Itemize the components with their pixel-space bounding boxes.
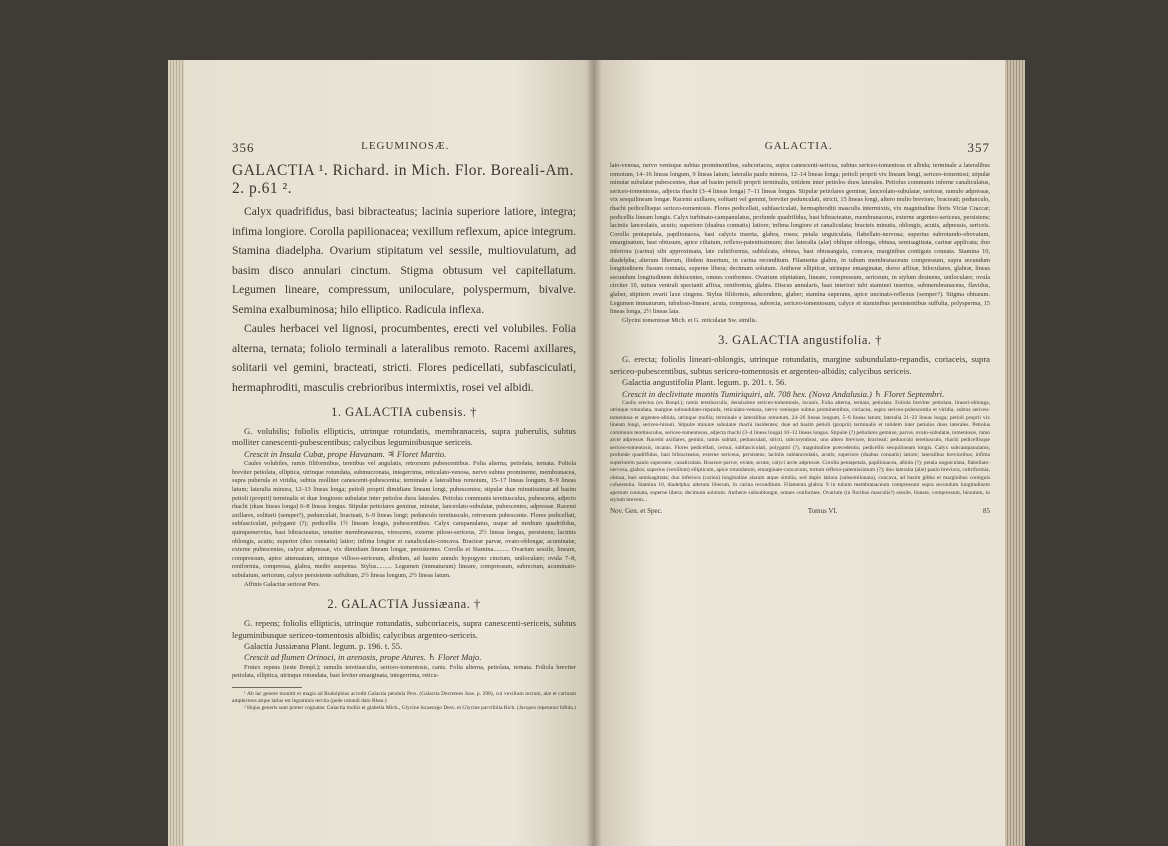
page-footer xyxy=(610,507,990,515)
species-2-heading: 2. GALACTIA Jussiæana. † xyxy=(327,597,481,612)
footer-signature: 85 xyxy=(982,506,990,515)
left-page xyxy=(184,60,594,846)
right-running-title: GALACTIA. xyxy=(764,140,833,152)
genus-description: Calyx quadrifidus, basi bibracteatus; lacinia superiore latiore, integra; infima longiore. Corolla papilionacea; vexillum reflexum, apice integrum. Stamina diadelpha. Ovarium stipitatum vel sessile, multiovulatum, ad basim disco annulari cinctum. Stigma obtusum vel capitellatum. Legumen lineare, compressum, uniloculare, polyspermum, bivalve. Semina exalbuminosa; hilo elliptico. Radicula inflexa. xyxy=(232,205,576,316)
page-edges-right xyxy=(1005,60,1025,846)
right-page-number: 357 xyxy=(967,140,990,155)
footnote-rule xyxy=(232,687,302,688)
footer-volume: Tomus VI. xyxy=(807,506,838,515)
right-page xyxy=(594,60,1005,846)
species-1-description: Caules volubiles, ramis filiformibus, teretibus vel angulatis, retrorsum pubescentibus. Folia alterna, petiolata, ternata. Foliola breviter petiolata, elliptica, utrinque rotundata, submucronata, integerrima, reticulato-venosa, nervo subtus prominente, membranacea, supra puberula et viridia, subtus molliter canescenti-pubescentia; terminale a lateralibus remotum, 15–17 lineas longum, 8–9 lineas latum; lateralia minora, 12–13 lineas longa; petioli proprii dimidiam lineam longi, pubescentes; stipulæ duæ minutissimæ ad basim petioli (proprii) terminalis et duæ longiores subulatæ inter petiolos duos laterales. Petiolus communis teretiusculus, pubescens, adjecto rhachi (duas lineas longa) 6–8 lineas longus. Stipulæ petiolares geminæ, minutæ, lanceolato-subulatæ, pubescentes, adpressæ. Racemi axillares, solitarii (semper?), pedunculati, bracteati, 6–9 lineas longi; pedunculo teretiusculo, retrorsum pubescente. Flores pedicellati, subfasciculati, polygami (?); pedicellis 1½ lineam longis, pubescentibus. Calyx campanulatus, usque ad medium quadrifidus, quinquenervius, basi bibracteatus, tenuiter membranaceus, virescens, externe piloso-sericeus, 2½ lineas longus, persistens; laciniis oblongis, acutis; superior (duo connatis) latior; infima longior et canaliculato-concava. Bracteæ parvæ, ovato-oblongæ, acuminatæ, externe pubescentes, calyce adpressæ, vix dimidiam lineam longæ, persistentes. Corolla et Stamina.......... Ovarium sessile, lineare, compressum, apice attenuatum, utrinque villoso-sericeum, albidum, ad basim annulo hypogyno cinctum, uniloculare; ovula 7–8, reniformia, compressa, glabra, medio suspensa. Stylus.......... Legumen (immaturum) lineare, compressum, subrectum, acuminato-subulatum, sericeum, calyce persistente suffultum, 2½ lineas longum, 2½ lineas latum. xyxy=(232,460,576,579)
species-1-heading: 1. GALACTIA cubensis. † xyxy=(331,405,477,419)
page-edges-left xyxy=(168,60,184,846)
footnote-2: ² Hujus generis sunt præter cognatas: Galactia mollis et glabella Mich., Glycine lucaenrgo Desv. et Glycine parvifolia Rich. (Jacques repetunur bifida.) xyxy=(244,705,576,712)
species-2-synonym: Galactia Jussiæana Plant. legum. p. 196. t. 55. xyxy=(244,640,403,651)
species-3-synonym: Galactia angustifolia Plant. legum. p. 201. t. 56. xyxy=(622,377,787,388)
species-2-affinity: Glycini tomentosæ Mich. et G. reticulatæ Sw. similis. xyxy=(622,316,758,324)
species-3-description: Caulis erectus (ex Bonpl.); ramis teretiusculis, densissime sericeo-tomentosis, incanis. Folia alterna, ternata, petiolata. Foliola breviter petiolata, lineari-oblonga, utrinque rotundata, margine subundulato-repanda, reticulato-venosa, nervo venisque subtus prominentibus, coriacea, supra sericeo-pubescentia et viridia, subtus sericeo-tomentosa et argenteo-albida, utrinque mollia; terminale a lateralibus remotum, 24–26 lineas longum, 5–6 lineas latum; lateralia 21–22 lineas longa; petioli proprii vix lineam longi, sericeo-hirsuti. Stipulæ minutæ subulatæ rhachi insidentes; duæ ad basim petioli (proprii) terminalis et totidem inter petiolos duos laterales. Petiolus communis teretiusculus, sericeo-tomentosus, adjecta rhachi (3–4 lineas longa) 10–12 lineas longus. Stipulæ (?) petiolares geminæ, parvæ, ovato-subulatæ, tomentosæ, ramo arcte adpressæ. Racemi axillares, gemini, ramis sublati, pedunculati, stricti, subcorymbosi, uno altero breviore, bracteati; pedunculo teretiusculo, rhachi pedicellisque sericeo-tomentosis, incanis. Flores pedicellati, cernui, subfasciculati, polygami (?), magnitudine præcedentis; pedicellis sesquilineam longis. Calyx subcampanulatus, profunde quadrifidus, basi bibracteatus, externe sericeus, persistens; laciniis sublanceolatis, acutis; superiore (duabus connatis) latiore; lateralibus brevioribus; infima superiorem paulo superante, canaliculata. Bracteæ parvæ, ovatæ, acutæ, calyci arcte adpressæ. Corolla pentapetala, papilionacea, albida (?); petala unguiculata, flabellato-nervosa, glabra; superius (vexillum) ellipticum, apice rotundatum, emarginato-concavum, tortum reflexo-patentissimum (?); duo lateralia (alæ) paulo breviora, cultriformia, obtusa, basi semisagittata; duo inferiora (carina) longitudine alarum atque similia, sed duplo latiora (subsemilunata), concava, ad basim gibba et marginibus contiguis cohærentia. Stamina 10, diadelpha; alterum liberum, in carina reconditum. Filamenta glabra; 9 in tubum membranaceum compressum supra secundum longitudinem apertum connata, superne libera; decimum solutum. Antheræ subsublongæ, omnes conformes. Ovarium (in floribus masculis?) sessile, lineare, compressum, hirsutum, in stylum brevem... xyxy=(610,399,990,504)
genus-title: GALACTIA ¹. Richard. in Mich. Flor. Boreali-Am. 2. p.61 ². xyxy=(232,162,574,197)
left-running-title: LEGUMINOSÆ. xyxy=(361,140,450,152)
footnote-1: ¹ Ab lac genere monitit et magis ad Rudolphias accedit Galactia pendula Pers. (Galactia Decremes Juss. p. 298), cui vexillum rectum, alæ et carinam amplectens atque latius est leguminis terctia (pede rotundi dato Rhea.) xyxy=(232,690,576,705)
species-3-locality: Crescit in declivitate montis Tumiriquiri, alt. 708 hex. (Nova Andalusia.) ♄ Floret Septembri. xyxy=(622,388,945,399)
species-2-locality: Crescit ad flumen Orinoci, in arenosis, prope Atures. ♄ Floret Majo. xyxy=(244,652,482,663)
species-1-diagnosis: G. volubilis; foliolis ellipticis, utrinque rotundatis, membranaceis, supra puberulis, subtus molliter canescenti-pubescentibus; calycibus leguminibusque sericeis. xyxy=(232,426,576,448)
left-page-number: 356 xyxy=(232,140,255,155)
book-gutter xyxy=(586,60,602,846)
species-3-heading: 3. GALACTIA angustifolia. † xyxy=(718,333,882,348)
right-page-content xyxy=(610,140,990,515)
right-running-head xyxy=(610,140,990,156)
species-2-description-cont: lato-venosa, nervo venisque subtus prominentibus, subcoriacea, supra canescenti-sericea, subtus sericeo-tomentosa et albida; terminale a lateralibus remotum, 14–16 lineas longum, 9 lineas latum; lateralia paulo minora, 12–14 lineas longa; petioli proprii vix lineam longi, sericeo-tomentosi; stipulæ minutæ subulatæ pubescentes, duæ ad basim petioli proprii terminalis, totidem inter petiolos duos laterales. Petiolus communis inferne canaliculatus, sericeo-tomentosus, adjecta rhachi (3–4 lineas longa) 7–11 lineas longus. Stipulæ petiolares geminæ, lanceolato-subulatæ, sericeæ, ramulo adpressæ, vix sesquilineam longæ. Racemi axillares, solitarii vel gemini, breviter pedunculati, stricti, 15 lineas longi, altero multo breviore, bracteati; pedunculo, rhachi pedicellisque sericeo-tomentosis. Flores pedicellati, subfasciculati, hermaphroditi masculis intermixtis, vix magnitudine floris Viciæ Craccæ; pedicellis lineam longis. Calyx turbinato-campanulatus, profunde quadrifidus, basi bibracteatus, membranaceus, externe argenteo-sericeus, persistens; laciniis lanceolatis, acutis; superiore (duabus connatis) latiore; infima longiore et canaliculata; bracteis minutis, oblongis, acutis, adpressis, sericeis. Corolla pentapetala, papilionacea, basi calycis inserta, glabra, rosea; petala unguiculata, flabellato-nervosa; superius subrotundo-obovatum, emarginatum, basi obtusum, apice ciliatum, reflexo-patentissimum; duo lateralia (alæ) oblique oblonga, obtusa, semisagittata, carinæ applicata; duo inferiora (carina) sibi approximata, late cultriformia, subfalcata, obtusa, basi obtusangula, concava, marginibus contiguis connata. Stamina 10, diadelpha; alterum liberum, ibidem insertum, in carina reconditum. Filamenta glabra, in tubum membranaceum compressum, supra secundum longitudinem fissum connata, superne libera; decimum solutum. Antheræ ellipticæ, utrinque emarginatæ, dorso affixæ, biloculares, glabræ, lineas secundum longitudinem dehiscentes, omnes conformes. Ovarium stipitatum, lineare, compressum, sericeum, in stylum desinens, uniloculare; ovula circiter 10, sutura ventrali spectanti affixa, reniformia, glabra. Discus annularis, basi interiori tubi staminei insertus, submembranaceus, flavidus, glaber, stipitem ovarii laxe cingens. Stylus filiformis, adscendens, glaber; stamina superans, apice uncinato-reflexus (semper?). Stigma obtusum. Legumen immaturum, tubuloso-lineare, acuta, compressa, subrecta, sericeo-tomentosum, calyce et staminibus persistentibus suffulta, polysperma, 15 lineas longa, 2½ lineas lata. xyxy=(610,162,990,316)
species-2-diagnosis: G. repens; foliolis ellipticis, utrinque rotundatis, subcoriaceis, supra canescenti-sericeis, subtus leguminibusque sericeo-tomentosis albidis; calycibus argenteo-sericeis. xyxy=(232,618,576,640)
species-2-description-start: Frutex repens (teste Bonpl.); ramulis teretiusculis, sericeo-tomentosis, canis. Folia alterna, petiolata, ternata. Foliola breviter petiolata, elliptica, utrinque rotundata, basi leviter emarginata, integerrima, reticu- xyxy=(232,663,576,680)
genus-habit: Caules herbacei vel lignosi, procumbentes, erecti vel volubiles. Folia alterna, ternata; foliolo terminali a lateralibus remoto. Racemi axillares, solitarii vel gemini, bracteati, stricti. Flores pedicellati, subfasciculati, hermaphroditi, masculis crebrioribus intermixtis, rosei vel albidi. xyxy=(232,322,576,394)
species-1-locality: Crescit in Insula Cubæ, prope Havanam. ♃ Floret Martio. xyxy=(244,448,447,459)
footer-series: Nov. Gen. et Spec. xyxy=(610,506,663,515)
species-3-diagnosis: G. erecta; foliolis lineari-oblongis, utrinque rotundatis, margine subundulato-repandis, coriaceis, supra sericeo-pubescentibus, subtus sericeo-tomentosis et argenteo-albidis; calycibus sericeis. xyxy=(610,354,990,376)
left-running-head xyxy=(232,140,576,156)
species-1-affinity: Affinis Galactiæ sericeæ Pers. xyxy=(244,580,321,588)
left-page-content xyxy=(232,140,576,713)
